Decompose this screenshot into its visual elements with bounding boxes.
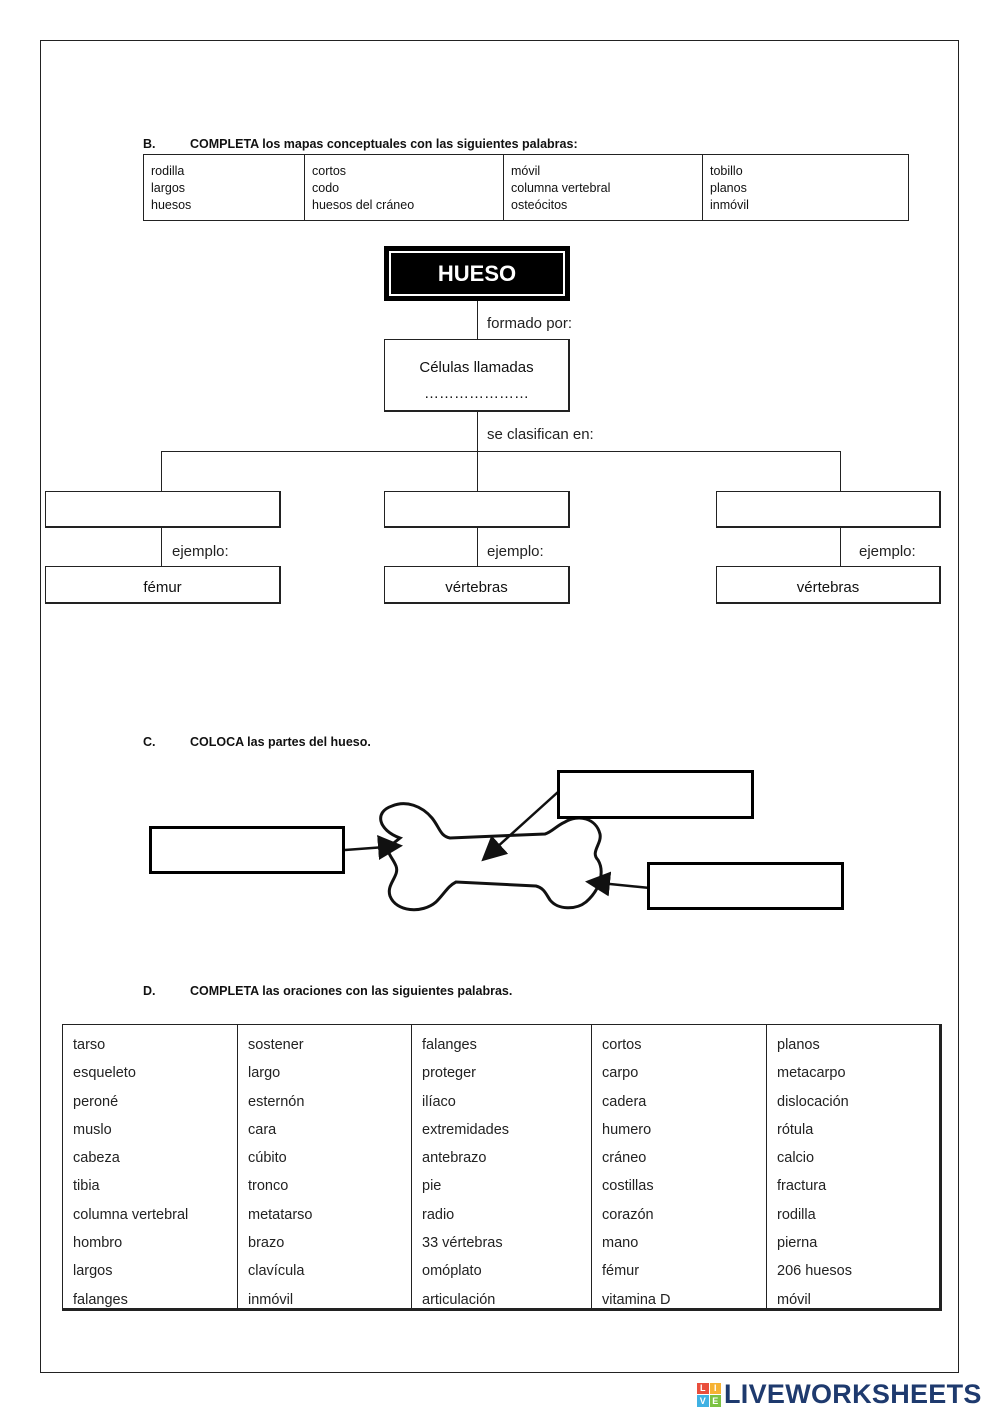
word-bank-d-column xyxy=(412,1025,592,1308)
word-bank-item: móvil xyxy=(511,164,541,178)
logo-text: LIVEWORKSHEETS xyxy=(724,1379,982,1409)
word-bank-item: tarso xyxy=(73,1037,106,1053)
link-formed-label: formado por: xyxy=(487,315,573,332)
section-c-letter: C. xyxy=(143,735,156,749)
bone-part-answer-box-right[interactable] xyxy=(647,862,844,910)
example-text: vértebras xyxy=(796,579,860,596)
bone-part-answer-box-top[interactable] xyxy=(557,770,754,819)
word-bank-item: codo xyxy=(312,181,340,195)
word-bank-item: proteger xyxy=(422,1065,477,1082)
word-bank-item: carpo xyxy=(602,1065,639,1082)
word-bank-item: rótula xyxy=(777,1121,814,1138)
word-bank-item: metacarpo xyxy=(777,1065,846,1082)
example-box xyxy=(716,566,941,604)
word-bank-item: fémur xyxy=(602,1263,640,1280)
section-b-heading xyxy=(143,137,578,151)
word-bank-b-column xyxy=(703,155,908,220)
word-bank-item: osteócitos xyxy=(511,198,568,212)
cells-answer-blank[interactable]: ………………… xyxy=(424,385,529,402)
arrow-middle xyxy=(485,792,558,858)
example-label: ejemplo: xyxy=(172,543,229,560)
word-bank-d-column xyxy=(63,1025,238,1308)
cells-label: Células llamadas xyxy=(419,359,534,376)
word-bank-item: cráneo xyxy=(602,1150,647,1167)
word-bank-item: largos xyxy=(151,181,186,195)
word-bank-item: extremidades xyxy=(422,1121,510,1138)
liveworksheets-logo[interactable] xyxy=(697,1379,982,1410)
word-bank-item: columna vertebral xyxy=(73,1206,189,1223)
logo-letter: E xyxy=(710,1395,722,1407)
word-bank-item: cadera xyxy=(602,1093,647,1110)
connector-line xyxy=(161,528,162,566)
word-bank-item: brazo xyxy=(248,1235,285,1252)
section-b-instruction: COMPLETA los mapas conceptuales con las siguientes palabras: xyxy=(190,137,578,151)
word-bank-item: cortos xyxy=(312,164,347,178)
word-bank-item: calcio xyxy=(777,1150,815,1167)
word-bank-item: tibia xyxy=(73,1178,100,1195)
word-bank-item: cabeza xyxy=(73,1150,120,1167)
classification-answer-box[interactable] xyxy=(384,491,570,528)
logo-letter: L xyxy=(697,1383,709,1395)
word-bank-item: clavícula xyxy=(248,1263,305,1280)
word-bank-item: antebrazo xyxy=(422,1150,487,1167)
section-d-instruction: COMPLETA las oraciones con las siguientes palabras. xyxy=(190,984,513,998)
word-bank-item: dislocación xyxy=(777,1093,849,1110)
word-bank-item: inmóvil xyxy=(710,198,749,212)
word-bank-b-column xyxy=(305,155,504,220)
section-b-letter: B. xyxy=(143,137,156,151)
word-bank-item: 206 huesos xyxy=(777,1263,852,1280)
word-bank-item: cortos xyxy=(602,1037,642,1053)
word-bank-item: mano xyxy=(602,1235,639,1252)
word-bank-b-column xyxy=(144,155,305,220)
word-bank-item: pie xyxy=(422,1178,442,1195)
bone-outline xyxy=(381,804,601,910)
word-bank-item: vitamina D xyxy=(602,1291,671,1308)
word-bank-item: omóplato xyxy=(422,1263,482,1280)
word-bank-item: humero xyxy=(602,1121,652,1138)
word-bank-item: articulación xyxy=(422,1291,496,1308)
word-bank-item: huesos del cráneo xyxy=(312,198,415,212)
word-bank-item: esternón xyxy=(248,1093,305,1110)
word-bank-item: falanges xyxy=(422,1037,477,1053)
word-bank-item: costillas xyxy=(602,1178,654,1195)
word-bank-d-column xyxy=(238,1025,412,1308)
connector-line xyxy=(161,451,841,452)
classification-answer-box[interactable] xyxy=(45,491,281,528)
link-classified-label: se clasifican en: xyxy=(487,426,594,443)
example-box xyxy=(384,566,570,604)
word-bank-item: 33 vértebras xyxy=(422,1235,503,1252)
logo-letter: I xyxy=(710,1383,722,1395)
word-bank-item: hombro xyxy=(73,1235,123,1252)
example-box xyxy=(45,566,281,604)
connector-line xyxy=(840,528,841,566)
word-bank-item: rodilla xyxy=(777,1206,816,1223)
bone-part-answer-box-left[interactable] xyxy=(149,826,345,874)
example-label: ejemplo: xyxy=(487,543,544,560)
logo-letter: V xyxy=(697,1395,709,1407)
section-d-letter: D. xyxy=(143,984,156,998)
word-bank-item: pierna xyxy=(777,1235,818,1252)
connector-line xyxy=(161,451,162,491)
concept-root-box xyxy=(384,246,570,301)
word-bank-item: falanges xyxy=(73,1291,128,1308)
concept-root-label: HUESO xyxy=(389,251,565,296)
word-bank-item: planos xyxy=(777,1037,820,1053)
word-bank-item: cara xyxy=(248,1121,277,1138)
word-bank-item: peroné xyxy=(73,1093,119,1110)
word-bank-item: radio xyxy=(422,1206,455,1223)
word-bank-d xyxy=(62,1024,942,1311)
word-bank-item: huesos xyxy=(151,198,192,212)
word-bank-item: largos xyxy=(73,1263,113,1280)
classification-answer-box[interactable] xyxy=(716,491,941,528)
word-bank-item: ilíaco xyxy=(422,1093,456,1110)
word-bank-item: planos xyxy=(710,181,747,195)
connector-line xyxy=(840,451,841,491)
word-bank-d-column xyxy=(592,1025,767,1308)
word-bank-item: cúbito xyxy=(248,1150,287,1167)
word-bank-item: rodilla xyxy=(151,164,185,178)
logo-mark-icon xyxy=(697,1383,721,1407)
example-label: ejemplo: xyxy=(859,543,916,560)
word-bank-b-column xyxy=(504,155,703,220)
connector-line xyxy=(477,301,478,339)
word-bank-item: esqueleto xyxy=(73,1065,136,1082)
word-bank-item: corazón xyxy=(602,1206,654,1223)
word-bank-item: largo xyxy=(248,1065,281,1082)
section-c-instruction: COLOCA las partes del hueso. xyxy=(190,735,371,749)
word-bank-d-column xyxy=(767,1025,937,1308)
word-bank-b xyxy=(143,154,909,221)
word-bank-item: fractura xyxy=(777,1178,827,1195)
word-bank-item: tobillo xyxy=(710,164,743,178)
example-text: vértebras xyxy=(445,579,508,596)
word-bank-item: metatarso xyxy=(248,1206,313,1223)
word-bank-item: sostener xyxy=(248,1037,304,1053)
word-bank-item: tronco xyxy=(248,1178,289,1195)
cells-box xyxy=(384,339,570,412)
section-c-heading xyxy=(143,735,371,749)
example-text: fémur xyxy=(143,579,182,596)
connector-line xyxy=(477,528,478,566)
word-bank-item: columna vertebral xyxy=(511,181,611,195)
word-bank-item: móvil xyxy=(777,1291,811,1308)
section-d-heading xyxy=(143,984,512,998)
word-bank-item: inmóvil xyxy=(248,1291,294,1308)
word-bank-item: muslo xyxy=(73,1121,112,1138)
